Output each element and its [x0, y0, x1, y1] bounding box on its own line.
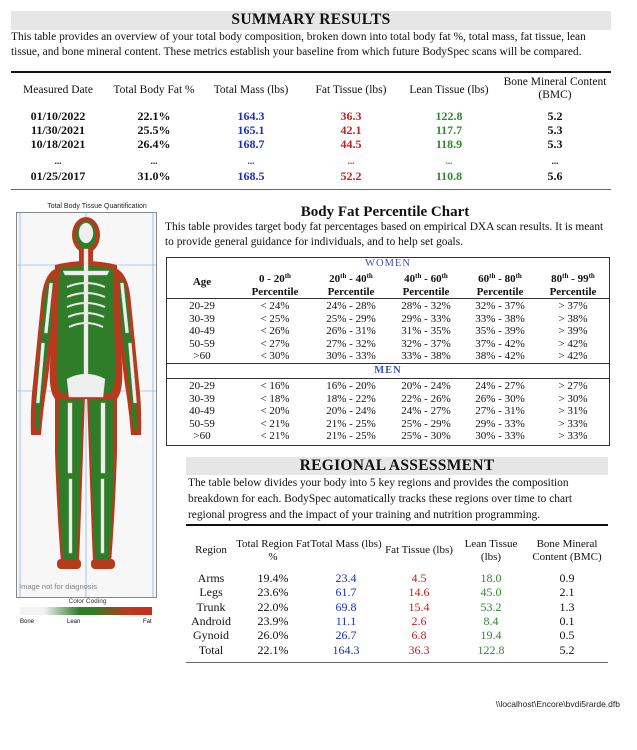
regional-header-cell: Bone Mineral Content (BMC)	[532, 538, 602, 563]
regional-cell: 23.9%	[257, 613, 289, 628]
percentile-intro: This table provides target body fat percentages based on empirical DXA scan results. It is meant to provide general guidance for individuals, and to help set goals.	[165, 221, 604, 248]
regional-cell: 0.9	[559, 571, 575, 585]
percentile-header-range: 0 - 20	[259, 273, 285, 285]
women-cell: 30-39	[189, 312, 215, 325]
women-cell: 26% - 31%	[326, 325, 376, 337]
men-cell: 27% - 31%	[475, 405, 525, 417]
men-cell: 21% - 25%	[326, 430, 376, 442]
men-cell: 20% - 24%	[326, 405, 376, 417]
summary-cell: 168.5	[237, 169, 265, 183]
men-cell: 18% - 22%	[326, 392, 376, 405]
women-cell: 40-49	[189, 325, 215, 337]
percentile-header-range-end: - 99	[568, 273, 589, 285]
percentile-header-top	[313, 270, 389, 286]
regional-cell: 0.1	[559, 613, 575, 628]
men-cell: 40-49	[189, 405, 215, 417]
regional-cell: 11.1	[335, 613, 357, 628]
men-cell: 24% - 27%	[475, 380, 525, 392]
summary-cell: 168.7	[237, 137, 265, 151]
percentile-header-range: 40	[404, 273, 416, 285]
men-cell: 26% - 30%	[475, 392, 525, 405]
men-cell: < 18%	[260, 392, 290, 405]
men-cell: 16% - 20%	[326, 380, 376, 392]
summary-intro: This table provides an overview of your total body composition, broken down into total body fat %, total mass, fat tissue, lean tissue, and bone mineral content. These metrics establish your baseline from which future BodySpec scans will be compared.	[11, 31, 586, 58]
women-cell: < 25%	[260, 312, 290, 325]
women-cell: 30% - 33%	[326, 350, 376, 362]
women-cell: > 38%	[558, 312, 588, 325]
regional-table	[186, 534, 608, 659]
men-cell: < 16%	[260, 380, 290, 392]
regional-cell: 23.4	[335, 571, 357, 585]
regional-cell: 19.4%	[257, 571, 289, 585]
percentile-header-cell	[389, 270, 463, 298]
summary-cell: 110.8	[435, 169, 463, 183]
men-cell: 25% - 30%	[401, 430, 451, 442]
regional-cell: 18.0	[480, 571, 502, 585]
percentile-title: Body Fat Percentile Chart	[300, 204, 470, 220]
women-cell: > 39%	[558, 325, 588, 337]
percentile-header-sup: th	[515, 272, 522, 280]
summary-cell: 11/30/2021	[30, 123, 85, 137]
women-cell: < 30%	[260, 350, 290, 362]
regional-cell: 164.3	[332, 642, 360, 657]
summary-title: SUMMARY RESULTS	[231, 11, 391, 28]
men-cell: 29% - 33%	[475, 417, 525, 430]
percentile-header-cell	[463, 270, 537, 298]
summary-cell: 164.3	[237, 109, 265, 123]
percentile-header-top	[463, 270, 537, 286]
percentile-header-sup: th	[441, 272, 448, 280]
men-cell: 30-39	[189, 392, 215, 405]
legend-lean: Lean	[67, 619, 81, 625]
women-cell: 24% - 28%	[326, 300, 376, 312]
percentile-header-sup: th	[284, 272, 291, 280]
summary-cell: 117.7	[435, 123, 463, 137]
women-cell: < 24%	[260, 300, 290, 312]
percentile-header-sup: th	[588, 272, 595, 280]
regional-title-band	[186, 457, 608, 475]
regional-cell: Arms	[197, 571, 225, 585]
percentile-header-bottom: Percentile	[549, 285, 597, 298]
summary-cell: 44.5	[340, 137, 362, 151]
men-cell: 20% - 24%	[401, 380, 451, 392]
percentile-header-row	[167, 268, 609, 298]
women-cell: 32% - 37%	[475, 300, 525, 312]
summary-cell: ...	[551, 156, 559, 166]
legend-fat: Fat	[143, 619, 152, 625]
summary-cell: 26.4%	[137, 137, 171, 151]
women-cell: > 42%	[558, 337, 588, 350]
summary-cell: ...	[150, 156, 158, 166]
women-cell: < 27%	[260, 337, 290, 350]
men-cell: > 33%	[558, 430, 588, 442]
percentile-header-top	[237, 270, 313, 286]
regional-cell: 15.4	[408, 599, 430, 614]
regional-cell: 6.8	[411, 628, 427, 643]
regional-cell: 53.2	[480, 599, 502, 614]
summary-cell: 01/10/2022	[30, 109, 86, 123]
body-scan-image	[16, 212, 157, 598]
men-cell: > 30%	[558, 392, 588, 405]
summary-cell: 5.6	[547, 169, 563, 183]
summary-cell: 31.0%	[137, 169, 171, 183]
summary-cell: ...	[247, 156, 255, 166]
men-cell: 25% - 29%	[401, 417, 451, 430]
percentile-header-range: 20	[329, 273, 341, 285]
summary-header-cell: Bone Mineral Content (BMC)	[503, 76, 607, 101]
men-cell: 20-29	[189, 380, 215, 392]
percentile-header-cell	[313, 270, 389, 298]
summary-header-cell: Measured Date	[23, 84, 93, 96]
regional-cell: 22.1%	[257, 642, 289, 657]
regional-header-cell: Fat Tissue (lbs)	[385, 544, 453, 556]
summary-header-cell: Total Mass (lbs)	[213, 84, 289, 96]
regional-header-cell: Region	[195, 544, 227, 556]
percentile-header-sup: th	[562, 272, 569, 280]
regional-cell: 22.0%	[257, 599, 289, 614]
percentile-header-range: Age	[192, 276, 212, 288]
scan-watermark: Image not for diagnosis	[19, 582, 97, 591]
percentile-header-cell	[167, 276, 237, 289]
women-cell: < 26%	[260, 325, 290, 337]
percentile-header-bottom: Percentile	[402, 285, 450, 298]
men-cell: 22% - 26%	[401, 392, 451, 405]
regional-title: REGIONAL ASSESSMENT	[299, 457, 495, 474]
summary-cell: 5.2	[547, 109, 563, 123]
men-cell: < 20%	[260, 405, 290, 417]
percentile-header-bottom: Percentile	[327, 285, 375, 298]
summary-cell: 118.9	[435, 137, 463, 151]
men-cell: >60	[193, 430, 211, 442]
percentile-header-cell	[237, 270, 313, 298]
men-cell: 30% - 33%	[475, 430, 525, 442]
scan-caption: Total Body Tissue Quantification	[47, 203, 147, 210]
men-cell: < 21%	[260, 430, 290, 442]
color-coding-bar	[20, 607, 152, 615]
regional-cell: Trunk	[196, 599, 226, 614]
summary-cell: ...	[54, 156, 62, 166]
percentile-header-bottom: Percentile	[251, 285, 299, 298]
women-rows	[167, 299, 609, 362]
summary-cell: 36.3	[340, 109, 362, 123]
women-cell: > 37%	[558, 300, 588, 312]
women-label: WOMEN	[365, 258, 411, 269]
regional-cell: 23.6%	[257, 585, 289, 600]
percentile-header-range-end: - 60	[421, 273, 442, 285]
percentile-header-range: 60	[478, 273, 490, 285]
percentile-header-range-end: - 80	[495, 273, 516, 285]
summary-cell: ...	[445, 156, 453, 166]
percentile-header-bottom: Percentile	[476, 285, 524, 298]
regional-cell: 8.4	[483, 613, 499, 628]
women-cell: 33% - 38%	[401, 350, 451, 362]
percentile-header-top	[167, 276, 237, 289]
regional-cell: Android	[191, 613, 231, 628]
men-cell: > 27%	[558, 380, 588, 392]
regional-cell: 19.4	[480, 628, 502, 643]
summary-cell: 10/18/2021	[30, 137, 86, 151]
men-label: MEN	[374, 365, 402, 376]
women-cell: 32% - 37%	[401, 337, 451, 350]
women-cell: 37% - 42%	[475, 337, 525, 350]
summary-header-cell: Fat Tissue (lbs)	[315, 84, 387, 96]
summary-title-band	[11, 11, 611, 30]
men-cell: 21% - 25%	[326, 417, 376, 430]
regional-cell: 2.6	[411, 613, 427, 628]
percentile-header-sup: th	[415, 272, 422, 280]
summary-cell: 5.3	[547, 123, 563, 137]
regional-cell: Total	[198, 642, 224, 657]
women-cell: 50-59	[189, 337, 215, 350]
regional-cell: 0.5	[559, 628, 575, 643]
women-cell: 31% - 35%	[401, 325, 451, 337]
legend-bone: Bone	[20, 619, 35, 625]
body-scan-svg	[17, 213, 156, 597]
men-band	[167, 363, 609, 379]
summary-cell: ...	[347, 156, 355, 166]
summary-header-cell: Total Body Fat %	[113, 84, 195, 96]
regional-header-cell: Lean Tissue (lbs)	[464, 538, 518, 563]
summary-cell: 42.1	[340, 123, 362, 137]
men-cell: > 33%	[558, 417, 588, 430]
regional-bottom-rule	[186, 662, 608, 663]
regional-cell: 26.0%	[257, 628, 289, 643]
percentile-header-range-end: - 40	[346, 273, 367, 285]
summary-table	[11, 76, 611, 186]
regional-cell: 5.2	[559, 642, 575, 657]
summary-cell: 165.1	[237, 123, 265, 137]
regional-cell: 26.7	[335, 628, 357, 643]
regional-top-rule	[186, 524, 608, 526]
summary-cell: 25.5%	[137, 123, 171, 137]
women-cell: 38% - 42%	[475, 350, 525, 362]
color-coding-label: Color Coding	[68, 598, 107, 605]
regional-cell: 61.7	[335, 585, 357, 600]
summary-bottom-rule	[11, 189, 611, 190]
summary-top-rule	[11, 71, 611, 73]
women-cell: 35% - 39%	[475, 325, 525, 337]
men-cell: 50-59	[189, 417, 215, 430]
women-cell: 29% - 33%	[401, 312, 451, 325]
regional-cell: Legs	[199, 585, 223, 600]
regional-cell: 36.3	[408, 642, 430, 657]
summary-cell: 52.2	[340, 169, 362, 183]
regional-intro: The table below divides your body into 5 key regions and provides the composition breakdown for each. BodySpec automatically tracks these regions over time to chart regional progress and the impact of your training and nutrition programming.	[188, 477, 572, 521]
regional-cell: Gynoid	[193, 628, 229, 643]
regional-cell: 2.1	[559, 585, 575, 600]
regional-cell: 4.5	[411, 571, 427, 585]
percentile-header-sup: th	[489, 272, 496, 280]
percentile-header-range: 80	[551, 273, 563, 285]
men-cell: > 31%	[558, 405, 588, 417]
summary-header-cell: Lean Tissue (lbs)	[409, 84, 489, 96]
women-cell: 28% - 32%	[401, 300, 451, 312]
women-cell: >60	[193, 350, 211, 362]
regional-cell: 45.0	[480, 585, 502, 600]
percentile-header-top	[389, 270, 463, 286]
regional-cell: 69.8	[335, 599, 357, 614]
women-cell: 27% - 32%	[326, 337, 376, 350]
summary-cell: 01/25/2017	[30, 169, 86, 183]
women-cell: 20-29	[189, 300, 215, 312]
percentile-header-sup: th	[340, 272, 347, 280]
percentile-header-cell	[537, 270, 609, 298]
percentile-table	[166, 257, 610, 446]
men-rows	[167, 379, 609, 442]
regional-cell: 14.6	[408, 585, 430, 600]
women-cell: > 42%	[558, 350, 588, 362]
summary-cell: 22.1%	[137, 109, 171, 123]
regional-cell: 122.8	[477, 642, 505, 657]
summary-cell: 5.3	[547, 137, 563, 151]
men-cell: < 21%	[260, 417, 290, 430]
men-cell: 24% - 27%	[401, 405, 451, 417]
regional-header-cell: Total Region Fat %	[236, 538, 310, 563]
footer-path: \\localhost\Encore\bvdi5rarde.dfb	[495, 699, 620, 709]
percentile-header-sup: th	[366, 272, 373, 280]
women-cell: 25% - 29%	[326, 312, 376, 325]
women-cell: 33% - 38%	[475, 312, 525, 325]
summary-cell: 122.8	[435, 109, 463, 123]
percentile-header-top	[537, 270, 609, 286]
regional-cell: 1.3	[559, 599, 575, 614]
regional-header-cell: Total Mass (lbs)	[310, 538, 382, 550]
